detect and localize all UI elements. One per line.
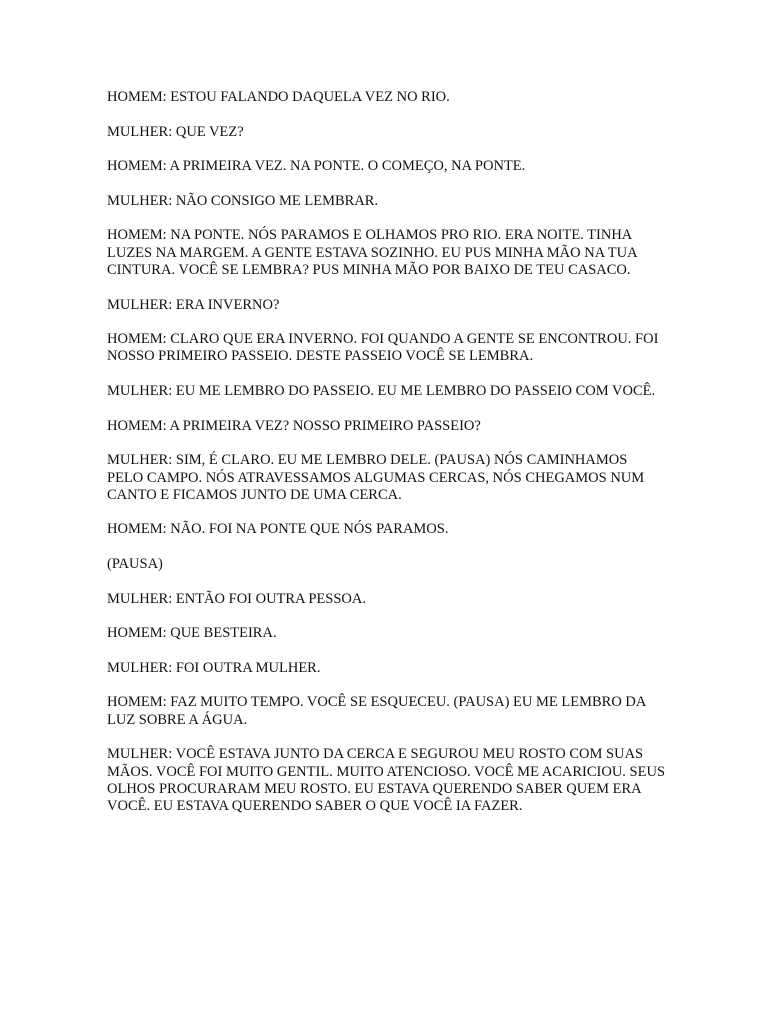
dialogue-line: HOMEM: NA PONTE. NÓS PARAMOS E OLHAMOS PRO RIO. ERA NOITE. TINHA LUZES NA MARGEM. A GENTE ESTAVA SOZINHO. EU PUS MINHA MÃO NA TUA CINTURA. VOCÊ SE LEMBRA? PUS MINHA MÃO POR BAIXO DE TEU CASACO. <box>107 227 637 278</box>
dialogue-line: HOMEM: CLARO QUE ERA INVERNO. FOI QUANDO A GENTE SE ENCONTROU. FOI NOSSO PRIMEIRO PASSEIO. DESTE PASSEIO VOCÊ SE LEMBRA. <box>107 331 659 365</box>
dialogue-line: MULHER: QUE VEZ? <box>107 123 244 140</box>
dialogue-line: MULHER: FOI OUTRA MULHER. <box>107 659 321 676</box>
dialogue-line: HOMEM: FAZ MUITO TEMPO. VOCÊ SE ESQUECEU. (PAUSA) EU ME LEMBRO DA LUZ SOBRE A ÁGUA. <box>107 694 646 728</box>
dialogue-line: MULHER: NÃO CONSIGO ME LEMBRAR. <box>107 192 379 209</box>
dialogue-line: HOMEM: NÃO. FOI NA PONTE QUE NÓS PARAMOS. <box>107 521 449 538</box>
stage-direction: (PAUSA) <box>107 556 163 573</box>
dialogue-line: MULHER: VOCÊ ESTAVA JUNTO DA CERCA E SEGUROU MEU ROSTO COM SUAS MÃOS. VOCÊ FOI MUITO GENTIL. MUITO ATENCIOSO. VOCÊ ME ACARICIOU. SEUS OLHOS PROCURARAM MEU ROSTO. EU ESTAVA QUERENDO SABER QUEM ERA VOCÊ. EU ESTAVA QUERENDO SABER O QUE VOCÊ IA FAZER. <box>107 746 666 815</box>
dialogue-line: HOMEM: QUE BESTEIRA. <box>107 625 277 642</box>
dialogue-script <box>107 89 667 833</box>
dialogue-line: HOMEM: ESTOU FALANDO DAQUELA VEZ NO RIO. <box>107 89 450 105</box>
dialogue-line: HOMEM: A PRIMEIRA VEZ. NA PONTE. O COMEÇO, NA PONTE. <box>107 158 526 175</box>
dialogue-line: MULHER: ENTÃO FOI OUTRA PESSOA. <box>107 590 367 607</box>
dialogue-line: MULHER: EU ME LEMBRO DO PASSEIO. EU ME LEMBRO DO PASSEIO COM VOCÊ. <box>107 383 656 400</box>
dialogue-line: MULHER: ERA INVERNO? <box>107 296 280 313</box>
dialogue-line: HOMEM: A PRIMEIRA VEZ? NOSSO PRIMEIRO PASSEIO? <box>107 417 481 434</box>
dialogue-line: MULHER: SIM, É CLARO. EU ME LEMBRO DELE. (PAUSA) NÓS CAMINHAMOS PELO CAMPO. NÓS ATRAVESSAMOS ALGUMAS CERCAS, NÓS CHEGAMOS NUM CANTO E FICAMOS JUNTO DE UMA CERCA. <box>107 452 645 503</box>
